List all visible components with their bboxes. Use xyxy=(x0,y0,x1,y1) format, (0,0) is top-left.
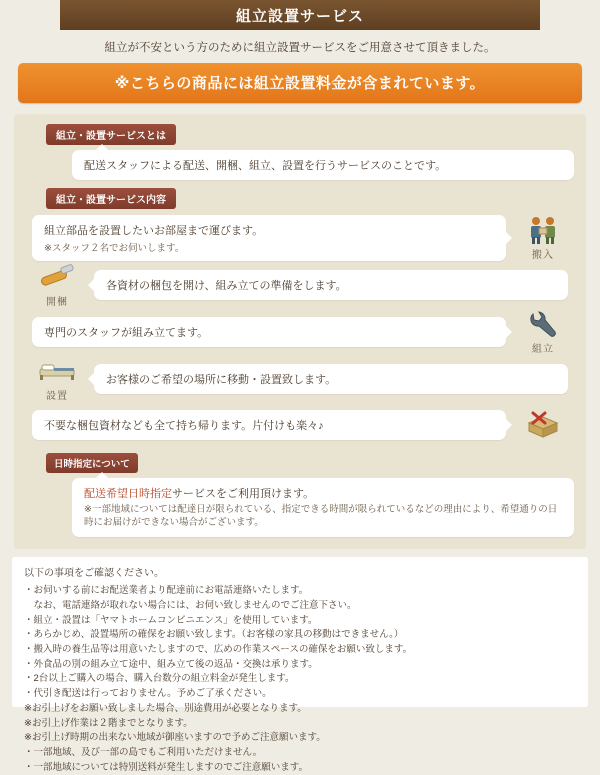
step-text: お客様のご希望の場所に移動・設置致します。 xyxy=(106,374,337,386)
terms-item: ・外食品の別の組み立て途中、組み立て後の返品・交換は承ります。 xyxy=(24,658,318,670)
step-icon-cell xyxy=(512,410,574,441)
step-text: 不要な梱包資材なども全て持ち帰ります。片付けも楽々♪ xyxy=(44,420,324,432)
date-section xyxy=(26,453,574,537)
terms-item: ・代引き配送は行っておりません。予めご了承ください。 xyxy=(24,688,272,700)
terms-item: ・あらかじめ、設置場所の確保をお願い致します。（お客様の家具の移動はできません。） xyxy=(24,629,404,641)
price-included-banner: ※こちらの商品には組立設置料金が含まれています。 xyxy=(18,63,582,103)
terms-item: ・2台以上ご購入の場合、購入台数分の組立料金が発生します。 xyxy=(24,673,295,685)
date-highlight: 配送希望日時指定 xyxy=(84,488,172,500)
step-text-wrap xyxy=(94,364,568,394)
terms-item: ・搬入時の養生品等は用意いたしますので、広めの作業スペースの確保をお願い致します。 xyxy=(24,644,413,655)
terms-item: ※お引上げ時期の出来ない地域が御座いますので予めご注意願います。 xyxy=(24,732,326,744)
terms-item: ・一部地域、及び一部の島でもご利用いただけません。 xyxy=(24,747,263,759)
trash-box-icon xyxy=(521,410,565,440)
terms-box xyxy=(12,557,588,773)
service-panel xyxy=(14,114,586,549)
banner-wrap xyxy=(0,63,600,103)
step-row xyxy=(26,403,574,447)
date-note: ※一部地域については配達日が限られている、指定できる時間が限られているなどの理由により、希望通りの日時にお届けができない場合がございます。 xyxy=(84,504,558,528)
date-info-bubble xyxy=(72,478,574,537)
terms-item: なお、電話連絡が取れない場合には、お伺い致しませんのでご注意下さい。 xyxy=(24,599,357,611)
tag-date-designation: 日時指定について xyxy=(46,453,138,473)
terms-item: ※お引上げ作業は２階までとなります。 xyxy=(24,717,193,729)
step-icon-cell xyxy=(26,356,88,402)
step-row xyxy=(26,215,574,261)
step-text-wrap xyxy=(32,410,506,440)
step-text-wrap xyxy=(94,270,568,300)
terms-item: ・一部地域については特別送料が発生しますのでご注意願います。 xyxy=(24,761,309,773)
what-is-service-text: 配送スタッフによる配送、開梱、組立、設置を行うサービスのことです。 xyxy=(72,150,574,180)
step-label: 組立 xyxy=(532,344,554,355)
page-header xyxy=(0,0,600,30)
terms-item: ※お引上げをお願い致しました場合、別途費用が必要となります。 xyxy=(24,702,307,714)
step-text-wrap xyxy=(32,317,506,347)
page-subtitle: 組立が不安という方のために組立設置サービスをご用意させて頂きました。 xyxy=(104,42,496,54)
page-title: 組立設置サービス xyxy=(235,7,364,25)
step-icon-cell xyxy=(26,262,88,308)
tag-service-contents: 組立・設置サービス内容 xyxy=(46,188,176,209)
step-text: 専門のスタッフが組み立てます。 xyxy=(44,327,209,339)
date-lead xyxy=(84,485,562,501)
date-lead-tail: サービスをご利用頂けます。 xyxy=(172,488,315,500)
bed-icon xyxy=(35,356,79,386)
step-row xyxy=(26,356,574,402)
step-text-wrap xyxy=(32,215,506,261)
wrench-icon xyxy=(521,309,565,339)
terms-item: ・組立・設置は「ヤマトホームコンビニエンス」を使用しています。 xyxy=(24,614,318,626)
tag-what-is-service: 組立・設置サービスとは xyxy=(46,124,176,145)
service-steps xyxy=(26,215,574,447)
step-note: ※スタッフ２名でお伺いします。 xyxy=(44,243,185,254)
terms-heading: 以下の事項をご確認ください。 xyxy=(24,567,164,579)
header-inner xyxy=(236,5,364,26)
step-label: 開梱 xyxy=(46,297,68,308)
terms-item: ・お伺いする前にお配送業者より配達前にお電話連絡いたします。 xyxy=(24,585,309,597)
box-cutter-icon xyxy=(35,262,79,292)
step-label: 搬入 xyxy=(532,250,554,261)
delivery-people-icon xyxy=(521,215,565,245)
step-text: 各資材の梱包を開け、組み立ての準備をします。 xyxy=(106,280,347,292)
step-row xyxy=(26,309,574,355)
step-label: 設置 xyxy=(46,391,68,402)
step-icon-cell xyxy=(512,309,574,355)
step-icon-cell xyxy=(512,215,574,261)
step-row xyxy=(26,262,574,308)
step-text: 組立部品を設置したいお部屋まで運びます。 xyxy=(44,225,264,237)
